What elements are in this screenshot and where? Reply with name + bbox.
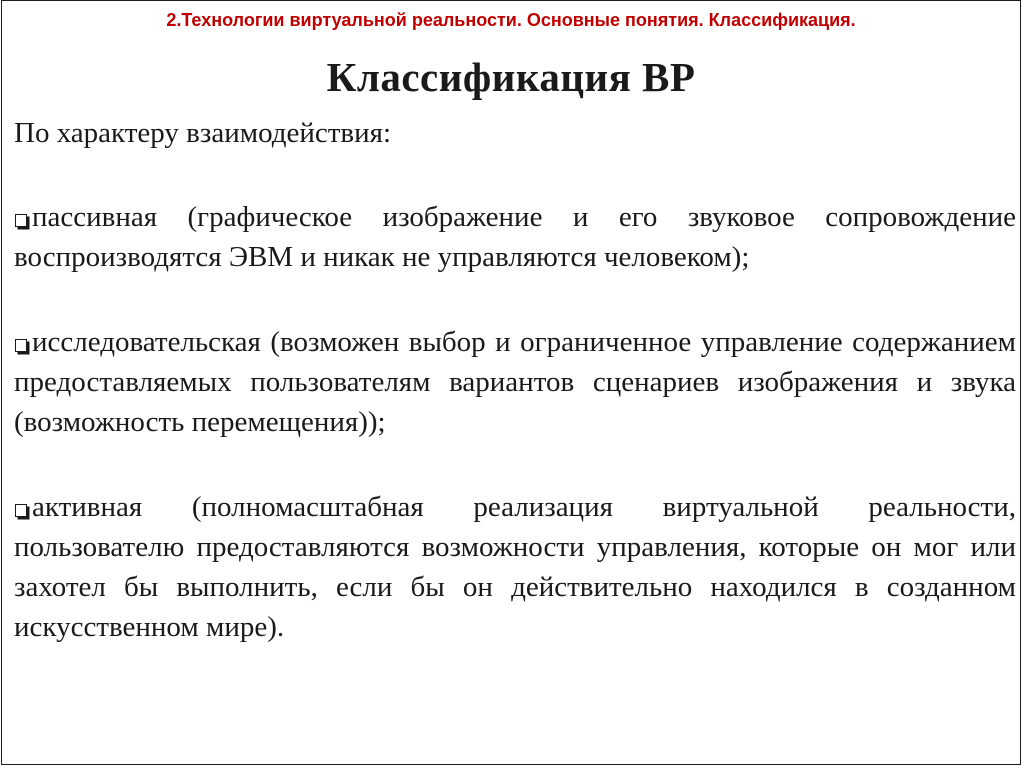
intro-text: По характеру взаимодействия: (14, 117, 392, 149)
list-item (14, 487, 1016, 647)
section-header: 2.Технологии виртуальной реальности. Основные понятия. Классификация. (166, 10, 856, 30)
checkbox-square-icon (15, 214, 27, 227)
list-item (14, 322, 1016, 442)
list-item-text: активная (полномасштабная реализация виртуальной реальности, пользователю предоставляются возможности управления, которые он мог или захотел бы выполнить, если бы он действительно находился в созданном искусственном мире). (14, 491, 1016, 643)
checkbox-square-icon (15, 504, 27, 517)
checkbox-square-icon (15, 339, 27, 352)
list-item-text: исследовательская (возможен выбор и ограниченное управление содержанием предоставляемых пользователям вариантов сценариев изображения и звука (возможность перемещения)); (14, 326, 1016, 438)
slide (1, 0, 1021, 765)
page-title: Классификация ВР (326, 54, 696, 100)
slide-content (14, 113, 1016, 647)
list-item-text: пассивная (графическое изображение и его звуковое сопровождение воспроизводятся ЭВМ и никак не управляются человеком); (14, 201, 1016, 273)
list-item (14, 197, 1016, 277)
